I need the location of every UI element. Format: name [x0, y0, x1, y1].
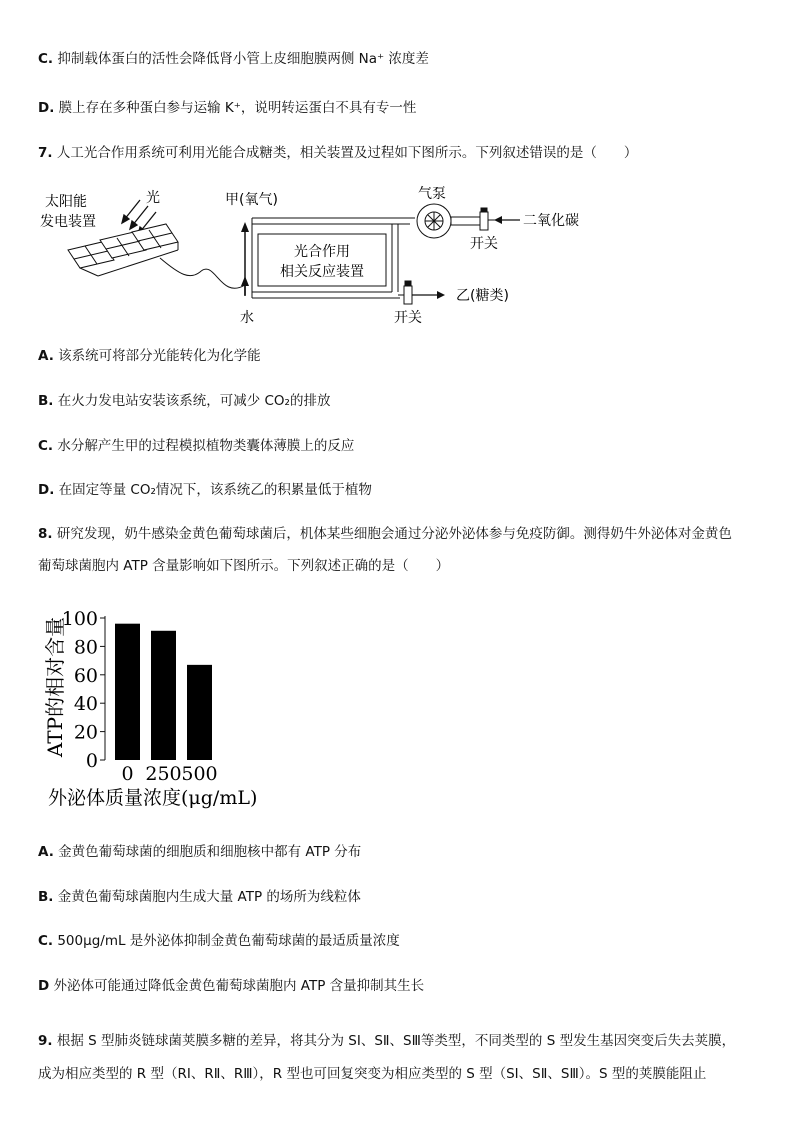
reactor-label-2: 相关反应装置 — [280, 264, 364, 280]
solar-label-2: 发电装置 — [40, 214, 96, 230]
bar-500 — [187, 665, 212, 760]
power-cable — [160, 258, 245, 288]
question-text: 人工光合作用系统可利用光能合成糖类，相关装置及过程如下图所示。下列叙述错误的是（ ） — [56, 145, 638, 161]
bar-0 — [115, 624, 140, 760]
water-label: 水 — [240, 310, 254, 326]
option-text: 在固定等量 CO₂情况下，该系统乙的积累量低于植物 — [58, 482, 372, 498]
option-text: 金黄色葡萄球菌的细胞质和细胞核中都有 ATP 分布 — [58, 844, 362, 860]
question-text: 成为相应类型的 R 型（RⅠ、RⅡ、RⅢ），R 型也可回复突变为相应类型的 S 型（SⅠ、SⅡ、SⅢ）。S 型的荚膜能阻止 — [38, 1066, 707, 1082]
option-label: D — [38, 978, 50, 994]
option-text: 在火力发电站安装该系统，可减少 CO₂的排放 — [57, 393, 331, 409]
question-number: 8. — [38, 526, 53, 542]
option-text: 水分解产生甲的过程模拟植物类囊体薄膜上的反应 — [57, 438, 355, 454]
solar-label-1: 太阳能 — [45, 194, 87, 210]
question-number: 7. — [38, 145, 53, 161]
option-a-q7 — [38, 347, 261, 365]
option-text: 膜上存在多种蛋白参与运输 K⁺，说明转运蛋白不具有专一性 — [58, 100, 417, 116]
switch-valve-icon — [398, 281, 412, 304]
pump-label: 气泵 — [418, 186, 446, 202]
gas-pump-icon — [417, 204, 481, 238]
option-label: C. — [38, 438, 54, 454]
y-tick-label: 60 — [73, 664, 98, 687]
switch-bottom-label: 开关 — [394, 310, 422, 326]
co2-label: 二氧化碳 — [523, 213, 579, 229]
question-text: 根据 S 型肺炎链球菌荚膜多糖的差异，将其分为 SⅠ、SⅡ、SⅢ等类型，不同类型的 S 型发生基因突变后失去荚膜， — [56, 1033, 736, 1049]
option-label: C. — [38, 933, 54, 949]
question-7 — [38, 144, 637, 162]
option-c-q6 — [38, 50, 429, 68]
yi-label: 乙(糖类) — [456, 288, 509, 304]
photosynthesis-apparatus-diagram — [40, 180, 580, 330]
option-d-q8 — [38, 977, 424, 995]
switch-top-label: 开关 — [470, 236, 498, 252]
option-b-q7 — [38, 392, 330, 410]
option-c-q8 — [38, 932, 400, 950]
option-c-q7 — [38, 437, 354, 455]
option-b-q8 — [38, 888, 361, 906]
option-label: A. — [38, 348, 54, 364]
question-text: 研究发现，奶牛感染金黄色葡萄球菌后，机体某些细胞会通过分泌外泌体参与免疫防御。测得奶牛外泌体对金黄色 — [56, 526, 732, 542]
option-text: 500μg/mL 是外泌体抑制金黄色葡萄球菌的最适质量浓度 — [57, 933, 400, 949]
atp-bar-chart — [40, 600, 300, 815]
option-text: 该系统可将部分光能转化为化学能 — [58, 348, 261, 364]
question-9-line-2 — [38, 1065, 706, 1083]
option-label: A. — [38, 844, 54, 860]
solar-panel-icon — [68, 224, 178, 276]
jia-label: 甲(氧气) — [225, 192, 278, 208]
y-axis-label-group — [43, 617, 67, 758]
reactor-label-1: 光合作用 — [294, 244, 350, 260]
option-text: 抑制载体蛋白的活性会降低肾小管上皮细胞膜两侧 Na⁺ 浓度差 — [57, 51, 429, 67]
light-label: 光 — [146, 190, 160, 206]
option-d-q7 — [38, 481, 372, 499]
option-text: 外泌体可能通过降低金黄色葡萄球菌胞内 ATP 含量抑制其生长 — [53, 978, 425, 994]
option-a-q8 — [38, 843, 361, 861]
y-tick-label: 100 — [61, 608, 98, 630]
option-label: B. — [38, 889, 54, 905]
option-label: D. — [38, 482, 55, 498]
plot-area — [62, 608, 218, 785]
question-8-line-1 — [38, 525, 732, 543]
y-tick-label: 0 — [85, 750, 98, 772]
y-tick-label: 20 — [73, 721, 98, 744]
option-text: 金黄色葡萄球菌胞内生成大量 ATP 的场所为线粒体 — [57, 889, 361, 905]
x-tick-label: 0 — [121, 763, 134, 785]
y-tick-label: 40 — [73, 693, 98, 716]
x-tick-label: 250 — [145, 763, 182, 785]
x-tick-label: 500 — [181, 763, 218, 785]
option-label: C. — [38, 51, 54, 67]
question-text: 葡萄球菌胞内 ATP 含量影响如下图所示。下列叙述正确的是（ ） — [38, 558, 450, 574]
option-label: B. — [38, 393, 54, 409]
y-axis-label: ATP的相对含量 — [43, 616, 67, 758]
x-axis-label: 外泌体质量浓度(μg/mL) — [48, 787, 258, 809]
bar-250 — [151, 631, 176, 760]
question-8-line-2 — [38, 557, 449, 575]
option-d-q6 — [38, 99, 416, 117]
question-9-line-1 — [38, 1032, 735, 1050]
y-tick-label: 80 — [73, 636, 98, 659]
question-number: 9. — [38, 1033, 53, 1049]
option-label: D. — [38, 100, 55, 116]
